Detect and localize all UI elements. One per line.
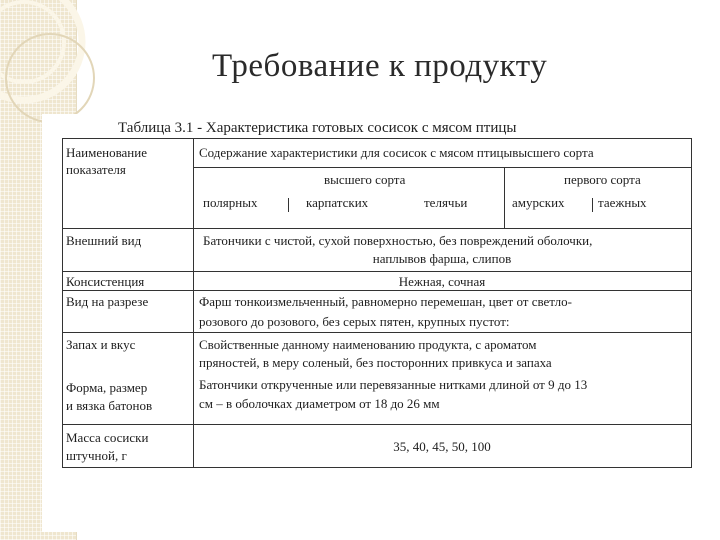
row-mass-name-line2: штучной, г — [66, 448, 127, 463]
row-consistency-value: Нежная, сочная — [398, 274, 486, 289]
row-consistency-name: Консистенция — [66, 274, 145, 289]
table-border-left — [62, 138, 63, 468]
header-sub-amur: амурских — [512, 195, 565, 210]
table-caption: Таблица 3.1 - Характеристика готовых сосисок с мясом птицы — [118, 120, 517, 136]
row-shape-value-line1: Батончики открученные или перевязанные нитками длиной от 9 до 13 — [199, 377, 588, 392]
row-appearance-value-line2: наплывов фарша, слипов — [372, 251, 512, 266]
row-shape-value-line2: см – в оболочках диаметром от 18 до 26 мм — [199, 396, 440, 411]
table-border-right — [691, 138, 692, 468]
row-shape-name-line2: и вязка батонов — [66, 398, 153, 413]
row-line-4 — [62, 332, 692, 333]
header-sub-divider-1 — [288, 198, 289, 212]
row-mass-name-line1: Масса сосиски — [66, 430, 149, 445]
row-cut-view-value-line2: розового до розового, без серых пятен, крупных пустот: — [199, 314, 510, 329]
slide-title: Требование к продукту — [212, 48, 548, 84]
header-sub-carpathian: карпатских — [306, 195, 369, 210]
row-appearance-value-line1: Батончики с чистой, сухой поверхностью, без повреждений оболочки, — [203, 233, 593, 248]
header-content-title: Содержание характеристики для сосисок с мясом птицывысшего сорта — [199, 145, 594, 160]
row-appearance-name: Внешний вид — [66, 233, 142, 248]
header-sub-veal: телячьи — [424, 195, 468, 210]
row-mass-value: 35, 40, 45, 50, 100 — [393, 439, 491, 454]
table-document — [42, 114, 693, 532]
row-line-2 — [62, 271, 692, 272]
header-group-first: первого сорта — [564, 172, 641, 187]
characteristics-table — [62, 138, 692, 468]
row-smell-taste-name: Запах и вкус — [66, 337, 136, 352]
table-column-divider — [193, 138, 194, 468]
row-shape-name-line1: Форма, размер — [66, 380, 148, 395]
row-line-5 — [62, 424, 692, 425]
row-smell-taste-value-line1: Свойственные данному наименованию продукта, с ароматом — [199, 337, 537, 352]
header-sub-polar: полярных — [203, 195, 258, 210]
row-cut-view-name: Вид на разрезе — [66, 294, 149, 309]
row-line-3 — [62, 290, 692, 291]
header-sub-divider-2 — [592, 198, 593, 212]
table-border-bottom — [62, 467, 692, 468]
header-sub-taiga: таежных — [598, 195, 647, 210]
row-cut-view-value-line1: Фарш тонкоизмельченный, равномерно перемешан, цвет от светло- — [199, 294, 572, 309]
header-group-line — [193, 167, 692, 168]
header-group-high: высшего сорта — [324, 172, 406, 187]
header-indicator-line1: Наименование — [66, 145, 147, 160]
header-group-divider — [504, 167, 505, 228]
header-indicator-line2: показателя — [66, 162, 126, 177]
table-border-top — [62, 138, 692, 139]
row-smell-taste-value-line2: пряностей, в меру соленый, без посторонних привкуса и запаха — [199, 355, 552, 370]
row-line-1 — [62, 228, 692, 229]
